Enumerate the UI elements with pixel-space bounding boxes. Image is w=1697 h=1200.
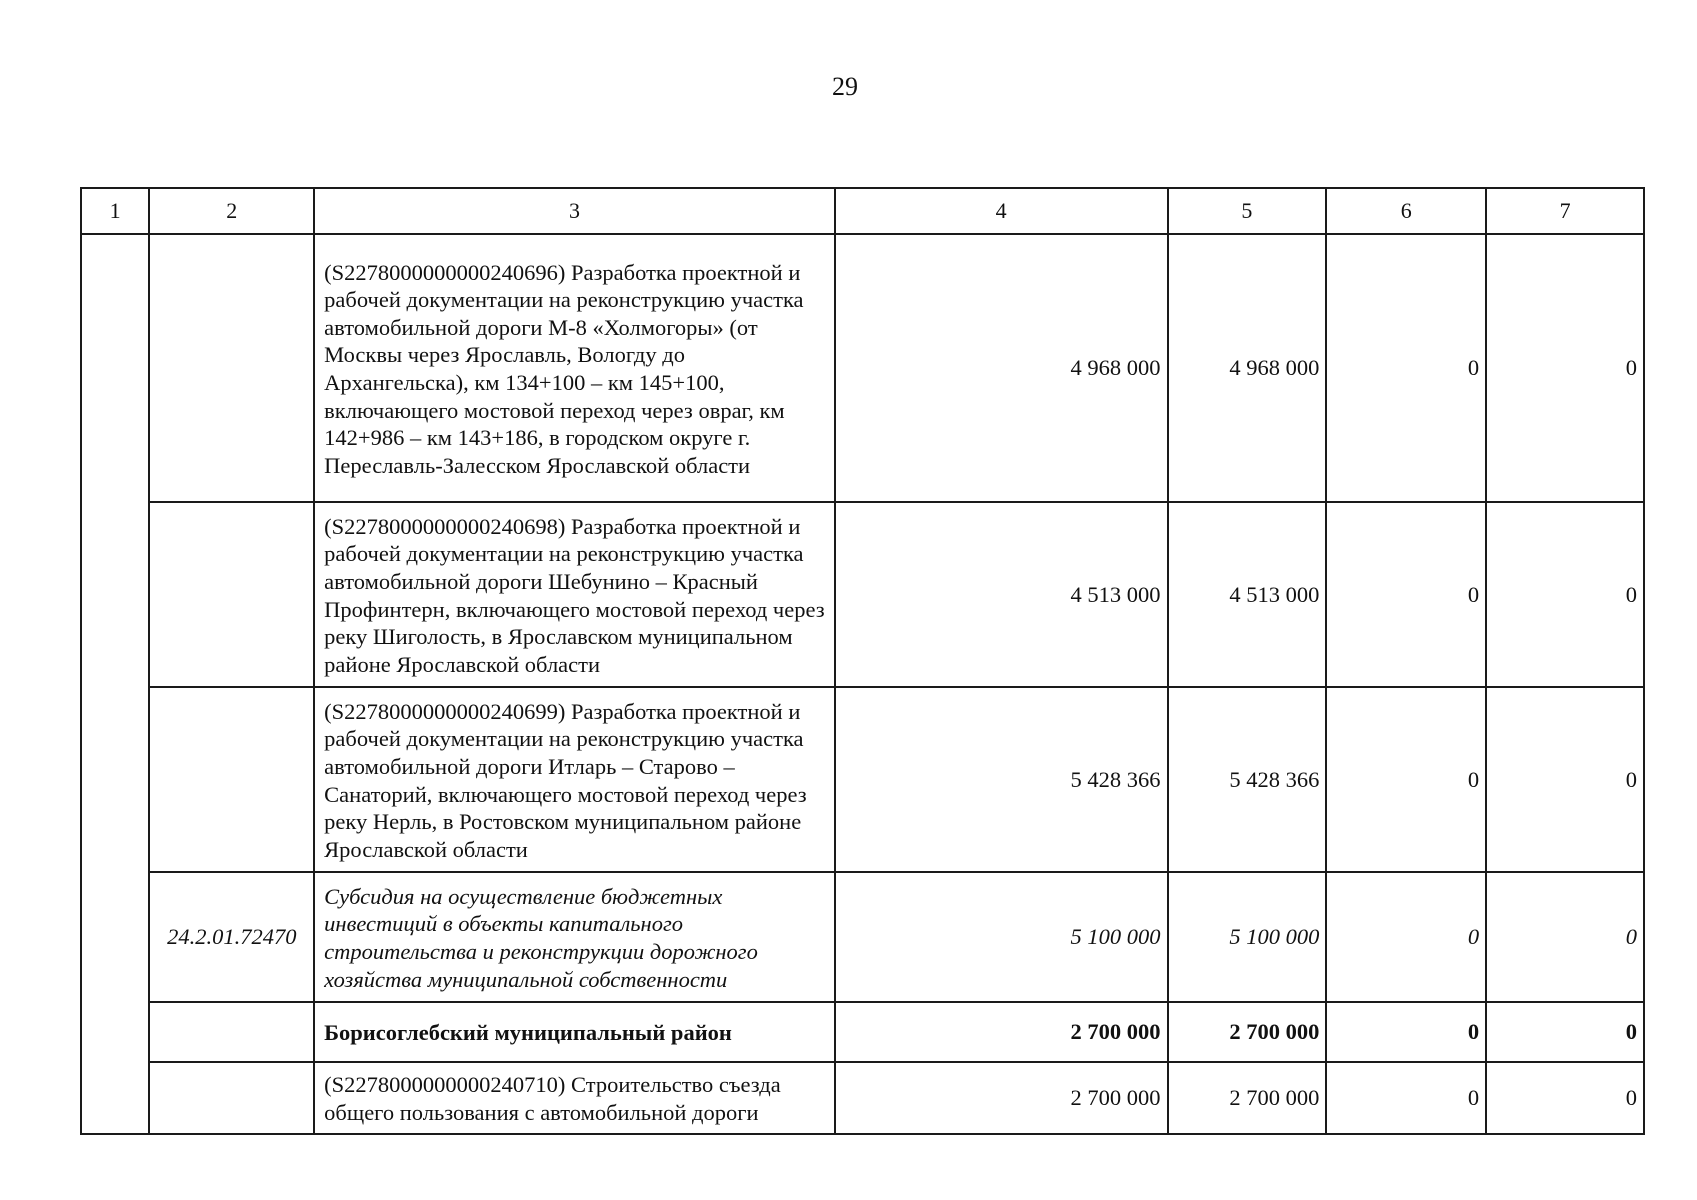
amount-col6-cell: 0 [1326, 1002, 1486, 1062]
table-row [81, 1062, 1644, 1134]
amount-col5-cell: 2 700 000 [1168, 1062, 1327, 1134]
table-row-subsidy [81, 872, 1644, 1002]
amount-col6-cell: 0 [1326, 234, 1486, 502]
amount-col6-cell: 0 [1326, 687, 1486, 872]
amount-col6-cell: 0 [1326, 502, 1486, 687]
table-header-row [81, 188, 1644, 234]
budget-table [80, 187, 1645, 1135]
amount-col7-cell: 0 [1486, 687, 1644, 872]
column-header-2: 2 [149, 188, 314, 234]
description-cell: (S2278000000000240698) Разработка проектной и рабочей документации на реконструкцию участка автомобильной дороги Шебунино – Красный Профинтерн, включающего мостовой переход через реку Шиголость, в Ярославском муниципальном районе Ярославской области [314, 502, 835, 687]
page-number: 29 [832, 72, 858, 101]
description-cell: Борисоглебский муниципальный район [314, 1002, 835, 1062]
amount-col7-cell: 0 [1486, 1062, 1644, 1134]
amount-col7-cell: 0 [1486, 234, 1644, 502]
amount-col5-cell: 5 100 000 [1168, 872, 1327, 1002]
amount-col7-cell: 0 [1486, 1002, 1644, 1062]
amount-col4-cell: 2 700 000 [835, 1002, 1168, 1062]
code-cell [149, 1002, 314, 1062]
description-cell: Субсидия на осуществление бюджетных инвестиций в объекты капитального строительства и реконструкции дорожного хозяйства муниципальной собственности [314, 872, 835, 1002]
amount-col4-cell: 4 968 000 [835, 234, 1168, 502]
code-cell: 24.2.01.72470 [149, 872, 314, 1002]
amount-col7-cell: 0 [1486, 502, 1644, 687]
column-header-1: 1 [81, 188, 149, 234]
column-header-7: 7 [1486, 188, 1644, 234]
amount-col5-cell: 2 700 000 [1168, 1002, 1327, 1062]
code-cell [149, 1062, 314, 1134]
amount-col7-cell: 0 [1486, 872, 1644, 1002]
column-header-4: 4 [835, 188, 1168, 234]
column-header-6: 6 [1326, 188, 1486, 234]
amount-col4-cell: 2 700 000 [835, 1062, 1168, 1134]
description-cell: (S2278000000000240710) Строительство съезда общего пользования с автомобильной дороги [314, 1062, 835, 1134]
column-header-3: 3 [314, 188, 835, 234]
column-1-merged-cell [81, 234, 149, 1134]
amount-col5-cell: 4 513 000 [1168, 502, 1327, 687]
code-cell [149, 234, 314, 502]
table-row [81, 502, 1644, 687]
column-header-5: 5 [1168, 188, 1327, 234]
amount-col5-cell: 4 968 000 [1168, 234, 1327, 502]
amount-col6-cell: 0 [1326, 1062, 1486, 1134]
table-row [81, 687, 1644, 872]
amount-col5-cell: 5 428 366 [1168, 687, 1327, 872]
amount-col6-cell: 0 [1326, 872, 1486, 1002]
amount-col4-cell: 4 513 000 [835, 502, 1168, 687]
code-cell [149, 687, 314, 872]
table-row-district-total [81, 1002, 1644, 1062]
amount-col4-cell: 5 100 000 [835, 872, 1168, 1002]
amount-col4-cell: 5 428 366 [835, 687, 1168, 872]
table-row [81, 234, 1644, 502]
code-cell [149, 502, 314, 687]
description-cell: (S2278000000000240696) Разработка проектной и рабочей документации на реконструкцию участка автомобильной дороги М-8 «Холмогоры» (от Москвы через Ярославль, Вологду до Архангельска), км 134+100 – км 145+100, включающего мостовой переход через овраг, км 142+986 – км 143+186, в городском округе г. Переславль-Залесском Ярославской области [314, 234, 835, 502]
description-cell: (S2278000000000240699) Разработка проектной и рабочей документации на реконструкцию участка автомобильной дороги Итларь – Старово – Санаторий, включающего мостовой переход через реку Нерль, в Ростовском муниципальном районе Ярославской области [314, 687, 835, 872]
